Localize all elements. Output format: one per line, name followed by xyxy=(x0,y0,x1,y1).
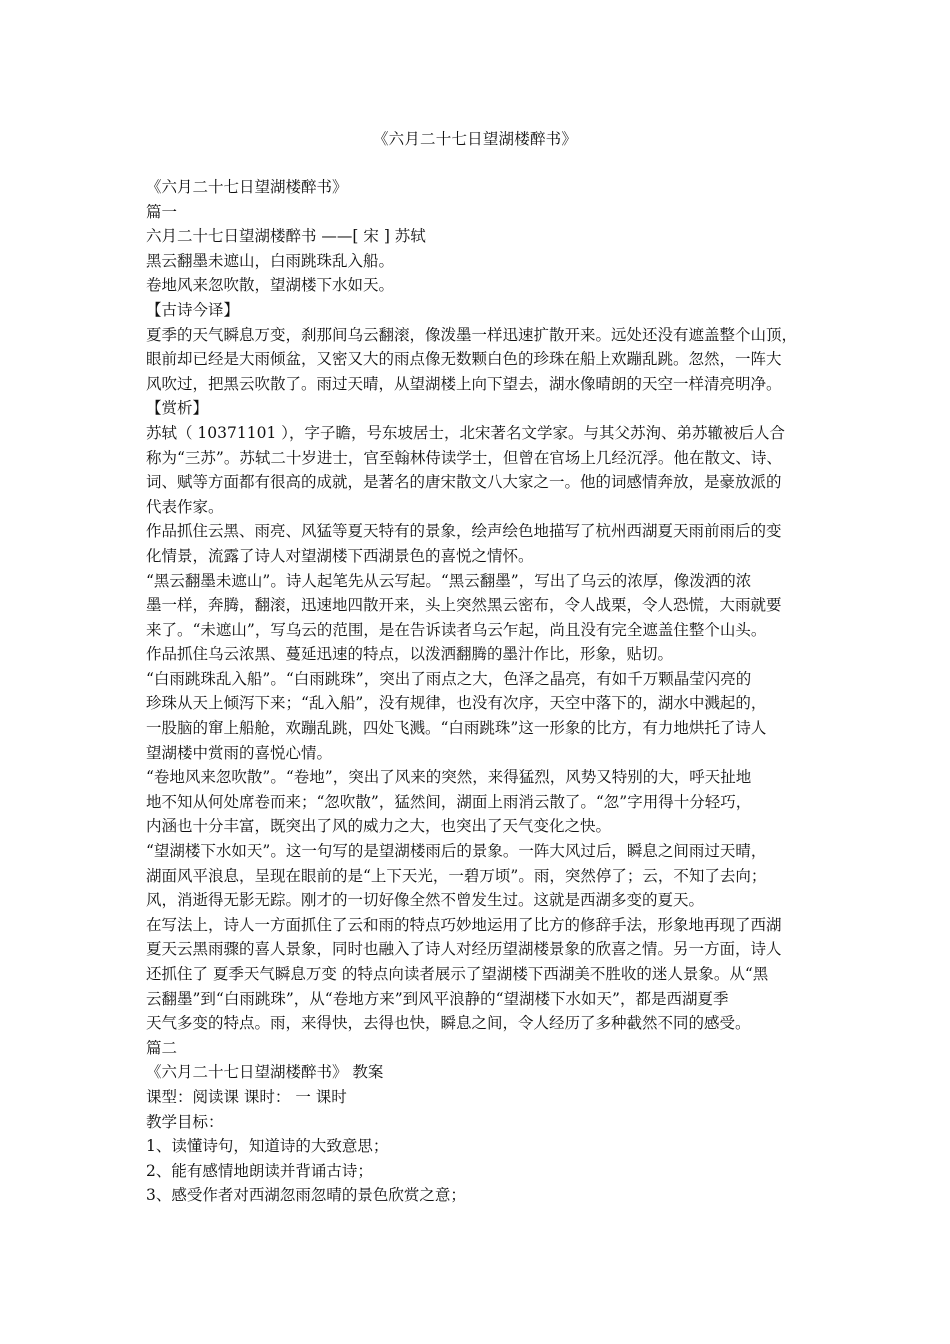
text-line: 来了。“未遮山”，写乌云的范围，是在告诉读者乌云乍起，尚且没有完全遮盖住整个山头。 xyxy=(146,620,767,639)
text-line: 篇二 xyxy=(146,1038,178,1057)
text-line: 卷地风来忽吹散，望湖楼下水如天。 xyxy=(146,276,395,295)
text-line: 【赏析】 xyxy=(146,399,209,418)
text-line: 内涵也十分丰富，既突出了风的威力之大，也突出了天气变化之快。 xyxy=(146,817,612,836)
text-line: 风，消逝得无影无踪。刚才的一切好像全然不曾发生过。这就是西湖多变的夏天。 xyxy=(146,891,705,910)
text-line: 1、读懂诗句，知道诗的大致意思； xyxy=(146,1137,389,1156)
text-line: 《六月二十七日望湖楼醉书》 xyxy=(146,178,348,196)
text-line: 在写法上，诗人一方面抓住了云和雨的特点巧妙地运用了比方的修辞手法，形象地再现了西湖 xyxy=(146,915,782,934)
text-line: 风吹过，把黑云吹散了。雨过天晴，从望湖楼上向下望去，湖水像晴朗的天空一样清亮明净。 xyxy=(146,374,782,393)
text-line: 化情景，流露了诗人对望湖楼下西湖景色的喜悦之情怀。 xyxy=(146,546,534,565)
text-line: “望湖楼下水如天”。这一句写的是望湖楼雨后的景象。一阵大风过后，瞬息之间雨过天晴， xyxy=(146,842,767,861)
text-line: 2、能有感情地朗读并背诵古诗； xyxy=(146,1161,373,1180)
text-line: 夏天云黑雨骤的喜人景象，同时也融入了诗人对经历望湖楼景象的欣喜之情。另一方面，诗人 xyxy=(146,940,782,959)
document-body xyxy=(146,175,806,1208)
text-line: “黑云翻墨未遮山”。诗人起笔先从云写起。“黑云翻墨”，写出了乌云的浓厚，像泼洒的浓 xyxy=(146,571,752,590)
text-line: 眼前却已经是大雨倾盆，又密又大的雨点像无数颗白色的珍珠在船上欢蹦乱跳。忽然，一阵大 xyxy=(146,350,782,369)
text-line: 一股脑的窜上船舱，欢蹦乱跳，四处飞溅。“白雨跳珠”这一形象的比方，有力地烘托了诗人 xyxy=(146,719,767,738)
text-line: 黑云翻墨未遮山，白雨跳珠乱入船。 xyxy=(146,251,395,270)
text-line: 还抓住了 夏季天气瞬息万变 的特点向读者展示了望湖楼下西湖美不胜收的迷人景象。从“黑 xyxy=(146,965,769,983)
text-line: 《六月二十七日望湖楼醉书》 教案 xyxy=(146,1063,384,1082)
text-line: 代表作家。 xyxy=(146,497,224,516)
text-line: 篇一 xyxy=(146,202,178,221)
text-line: 【古诗今译】 xyxy=(146,300,240,319)
text-line: 天气多变的特点。雨，来得快，去得也快，瞬息之间，令人经历了多种截然不同的感受。 xyxy=(146,1014,751,1033)
text-line: 作品抓住乌云浓黑、蔓延迅速的特点，以泼洒翻腾的墨汁作比，形象，贴切。 xyxy=(146,645,674,664)
document-title: 《六月二十七日望湖楼醉书》 xyxy=(372,130,578,148)
text-line: 珍珠从天上倾泻下来；“乱入船”，没有规律，也没有次序，天空中落下的，湖水中溅起的， xyxy=(146,694,767,713)
text-line: 六月二十七日望湖楼醉书 ——[ 宋 ] 苏轼 xyxy=(146,227,426,246)
text-line: 称为“三苏”。苏轼二十岁进士，官至翰林侍读学士，但曾在官场上几经沉浮。他在散文、诗、 xyxy=(146,448,782,467)
text-line: 墨一样，奔腾，翻滚，迅速地四散开来，头上突然黑云密布，令人战栗，令人恐慌，大雨就要 xyxy=(146,596,782,615)
text-line: 苏轼（ 10371101 ），字子瞻，号东坡居士，北宋著名文学家。与其父苏洵、弟苏辙被后人合 xyxy=(146,423,785,442)
text-line: 3、感受作者对西湖忽雨忽晴的景色欣赏之意； xyxy=(146,1186,466,1205)
text-line: “卷地风来忽吹散”。“卷地”，突出了风来的突然，来得猛烈，风势又特别的大，呼天扯地 xyxy=(146,768,752,787)
text-line: 地不知从何处席卷而来；“忽吹散”，猛然间，湖面上雨消云散了。“忽”字用得十分轻巧， xyxy=(146,792,752,811)
text-line: 云翻墨”到“白雨跳珠”，从“卷地方来”到风平浪静的“望湖楼下水如天”，都是西湖夏季 xyxy=(146,989,729,1008)
text-line: 课型：阅读课 课时： 一 课时 xyxy=(146,1087,347,1106)
text-line: 望湖楼中赏雨的喜悦心情。 xyxy=(146,743,333,762)
text-line: 词、赋等方面都有很高的成就，是著名的唐宋散文八大家之一。他的词感情奔放，是豪放派的 xyxy=(146,473,782,492)
text-line: 教学目标： xyxy=(146,1112,224,1131)
text-line: “白雨跳珠乱入船”。“白雨跳珠”，突出了雨点之大，色泽之晶亮，有如千万颗晶莹闪亮的 xyxy=(146,669,752,688)
text-line: 作品抓住云黑、雨亮、风猛等夏天特有的景象，绘声绘色地描写了杭州西湖夏天雨前雨后的变 xyxy=(146,522,782,541)
text-line: 湖面风平浪息，呈现在眼前的是“上下天光，一碧万顷”。雨，突然停了；云，不知了去向； xyxy=(146,866,767,885)
text-line: 夏季的天气瞬息万变，刹那间乌云翻滚，像泼墨一样迅速扩散开来。远处还没有遮盖整个山顶， xyxy=(146,325,798,344)
